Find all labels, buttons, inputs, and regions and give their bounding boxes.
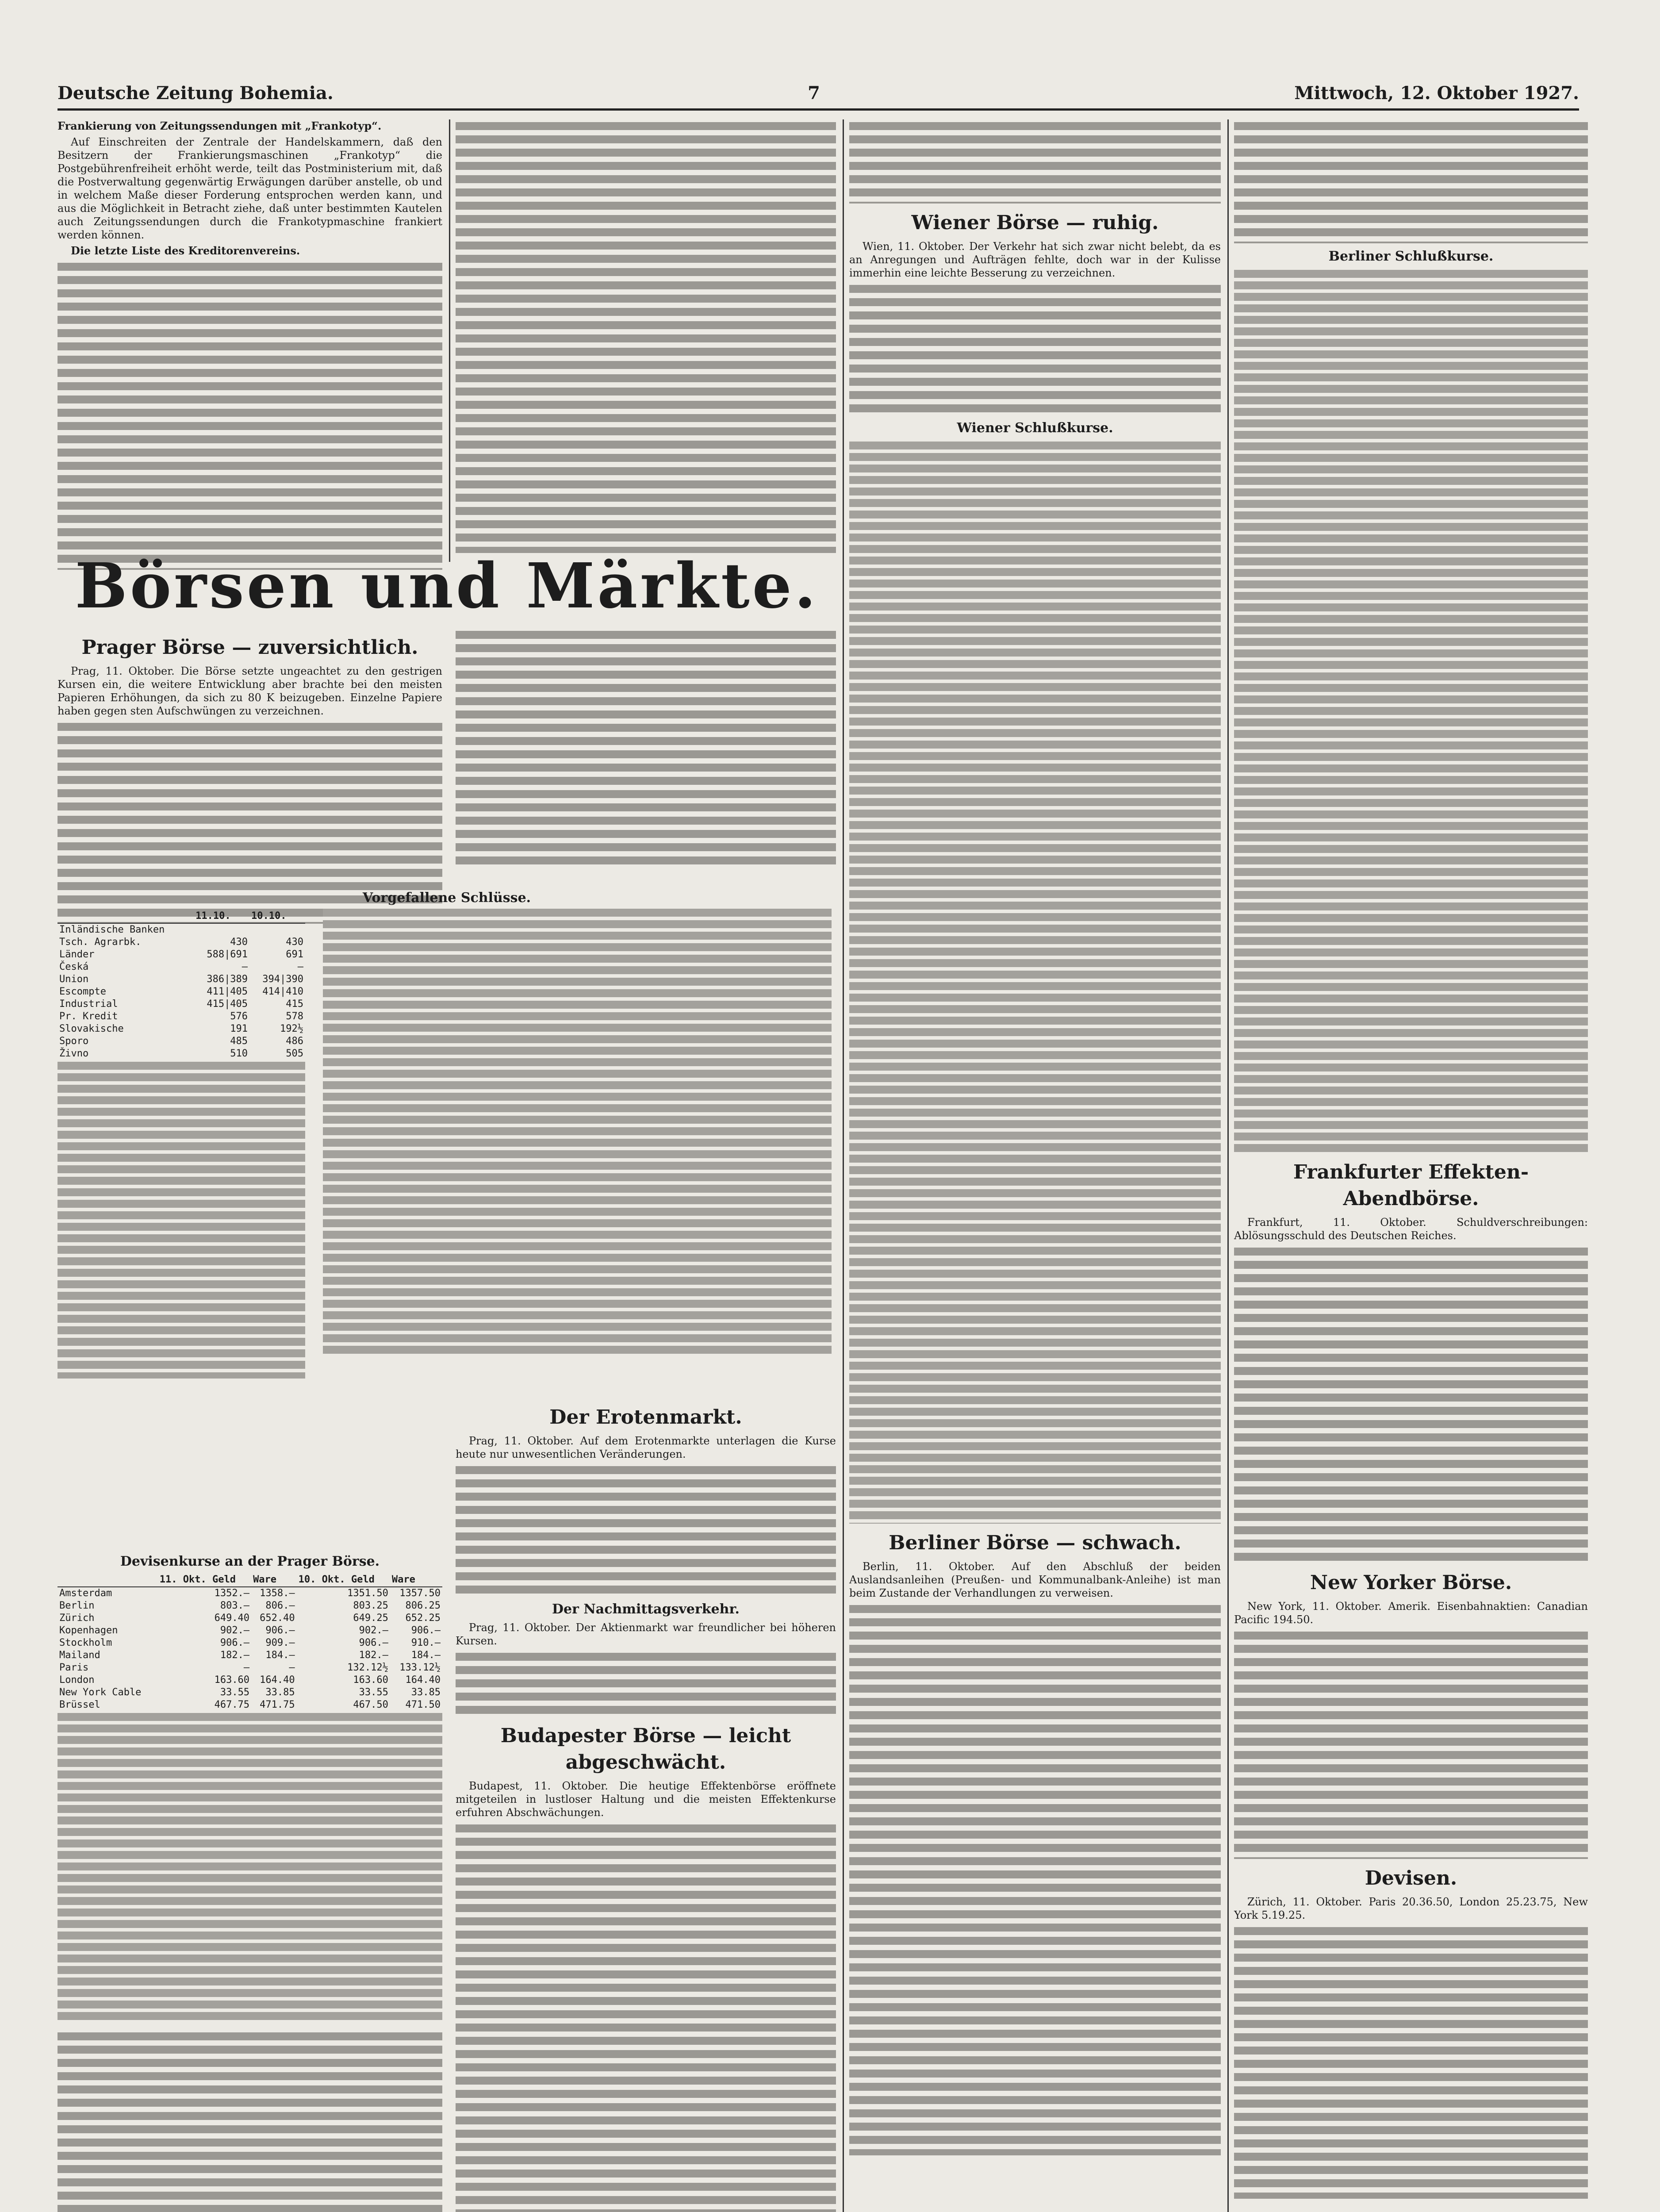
- cell-value: 909.—: [265, 1637, 295, 1648]
- table-block: [1234, 268, 1588, 1153]
- cell-value: 652.25: [405, 1613, 441, 1624]
- table-row: [58, 1023, 305, 1035]
- cell-value: 803.—: [220, 1600, 250, 1611]
- row-label: New York Cable: [59, 1687, 142, 1698]
- cell-value: 33.85: [411, 1687, 441, 1698]
- cell-value: 906.—: [359, 1637, 388, 1648]
- text-block: [1234, 1629, 1588, 1859]
- row-label: Brüssel: [59, 1699, 100, 1710]
- text-block: [1234, 1924, 1588, 2199]
- table-row: [58, 1035, 305, 1048]
- row-label: Industrial: [59, 998, 118, 1010]
- cell-value: 132.12½: [347, 1662, 388, 1673]
- list-heading: Die letzte Liste des Kreditorenvereins.: [71, 244, 300, 257]
- column-divider: [843, 119, 844, 2212]
- page-number: 7: [808, 82, 820, 104]
- column-divider: [1227, 119, 1229, 2212]
- row-label: Živno: [59, 1048, 89, 1059]
- prague-continued: [456, 628, 836, 867]
- row-label: London: [59, 1674, 95, 1686]
- cell-value: 415: [286, 998, 303, 1010]
- crop-text: Prag, 11. Oktober. Auf dem Erotenmarkte unterlagen die Kurse heute nur unwesentlichen Veränderungen.: [456, 1435, 836, 1460]
- afternoon-heading: Der Nachmittagsverkehr.: [552, 1601, 740, 1617]
- prague-section: [58, 628, 442, 924]
- cell-value: 33.55: [220, 1687, 250, 1698]
- cell-value: 1352.—: [214, 1588, 250, 1599]
- cell-value: 652.40: [260, 1613, 295, 1624]
- article-heading: Frankierung von Zeitungssendungen mit „Frankotyp“.: [58, 119, 382, 132]
- row-label: Escompte: [59, 986, 106, 997]
- col-header: 10. Okt. Geld: [297, 1573, 390, 1587]
- row-label: Inländische Banken: [59, 924, 165, 935]
- cell-value: —: [243, 1662, 250, 1673]
- table-row: [58, 1699, 442, 1711]
- cell-value: 906.—: [220, 1637, 250, 1648]
- table-row: [58, 1612, 442, 1624]
- table-header: [58, 1573, 442, 1587]
- berlin-text: Berlin, 11. Oktober. Auf den Abschluß der beiden Auslandsanleihen (Preußen- und Kommunalbank-Anleihe) ist man beim Zustande der Verhandlungen zu verweisen.: [849, 1560, 1221, 1599]
- cell-value: 430: [286, 937, 303, 948]
- row-label: Kopenhagen: [59, 1625, 118, 1636]
- cell-value: —: [297, 961, 303, 972]
- table-row: [58, 1637, 442, 1649]
- column-4: [1234, 119, 1588, 2199]
- row-label: Pr. Kredit: [59, 1011, 118, 1022]
- section-heading: Börsen und Märkte.: [75, 550, 819, 622]
- cell-value: 182.—: [220, 1650, 250, 1661]
- cell-value: 411|405: [207, 986, 248, 997]
- col-header: [58, 910, 194, 923]
- cell-value: 1351.50: [347, 1588, 388, 1599]
- devisen-text: Zürich, 11. Oktober. Paris 20.36.50, London 25.23.75, New York 5.19.25.: [1234, 1896, 1588, 1921]
- row-label: Zürich: [59, 1613, 95, 1624]
- table-row: [58, 1662, 442, 1674]
- crop-section: [456, 1398, 836, 2212]
- devisen-prague-heading: Devisenkurse an der Prager Börse.: [120, 1554, 380, 1569]
- cell-value: 910.—: [411, 1637, 441, 1648]
- cell-value: 414|410: [262, 986, 303, 997]
- cell-value: 471.75: [260, 1699, 295, 1710]
- newyork-text: New York, 11. Oktober. Amerik. Eisenbahnaktien: Canadian Pacific 194.50.: [1234, 1600, 1588, 1626]
- table-row: [58, 1649, 442, 1662]
- cell-value: 182.—: [359, 1650, 388, 1661]
- cell-value: 133.12½: [399, 1662, 441, 1673]
- afternoon-text: Prag, 11. Oktober. Der Aktienmarkt war freundlicher bei höheren Kursen.: [456, 1621, 836, 1647]
- table-row: [58, 1587, 442, 1600]
- column-divider: [449, 119, 450, 562]
- vienna-table-heading: Wiener Schlußkurse.: [957, 420, 1113, 436]
- table-row: [58, 973, 305, 986]
- text-block: [456, 119, 836, 553]
- cell-value: 430: [230, 937, 248, 948]
- cell-value: 184.—: [411, 1650, 441, 1661]
- cell-value: 691: [286, 949, 303, 960]
- cell-value: 1357.50: [399, 1588, 441, 1599]
- cell-value: 33.55: [359, 1687, 388, 1698]
- cell-value: 806.25: [405, 1600, 441, 1611]
- cell-value: 415|405: [207, 998, 248, 1010]
- cell-value: 1358.—: [260, 1588, 295, 1599]
- cell-value: 33.85: [265, 1687, 295, 1698]
- cell-value: 386|389: [207, 974, 248, 985]
- cell-value: 906.—: [265, 1625, 295, 1636]
- table-block: [849, 440, 1221, 1524]
- cell-value: 163.60: [214, 1674, 250, 1686]
- cell-value: 467.50: [353, 1699, 388, 1710]
- table-row: [58, 1600, 442, 1612]
- row-label: Sporo: [59, 1036, 89, 1047]
- text-block: [58, 260, 442, 570]
- table-block: [58, 1060, 305, 1379]
- cell-value: —: [289, 1662, 295, 1673]
- prague-heading: Prager Börse — zuversichtlich.: [81, 636, 418, 659]
- prague-text: Prag, 11. Oktober. Die Börse setzte ungeachtet zu den gestrigen Kursen ein, die weitere Entwicklung aber brachte bei den meisten Papieren Erhöhungen, da sich zu 80 K beizugeben. Einzelne Papiere haben gegen sten Aufschwüngen zu verzeichnen.: [58, 665, 442, 717]
- row-label: Mailand: [59, 1650, 100, 1661]
- row-label: Slovakische: [59, 1023, 124, 1034]
- section-heading-wrap: [58, 544, 836, 628]
- table-block: [58, 1711, 442, 2021]
- closing-heading: Vorgefallene Schlüsse.: [362, 890, 531, 906]
- text-block: [58, 2030, 442, 2212]
- text-block: [1234, 1245, 1588, 1563]
- text-block: [849, 119, 1221, 204]
- text-block: [1234, 119, 1588, 243]
- row-label: Amsterdam: [59, 1588, 112, 1599]
- col-header: 11. Okt. Geld: [158, 1573, 251, 1587]
- table-header: [58, 910, 305, 923]
- budapest-heading: Budapester Börse — leicht abgeschwächt.: [500, 1724, 791, 1774]
- frankfurt-text: Frankfurt, 11. Oktober. Schuldverschreibungen: Ablösungsschuld des Deutschen Reiches.: [1234, 1216, 1588, 1242]
- table-block: [323, 907, 832, 1354]
- table-row: [58, 1048, 305, 1060]
- row-label: Union: [59, 974, 89, 985]
- devisen-prague-section: [58, 1548, 442, 2212]
- column-2-top: [456, 119, 836, 562]
- column-3: [849, 119, 1221, 2155]
- col-header: [58, 1573, 158, 1587]
- row-label: Länder: [59, 949, 95, 960]
- text-block: [849, 282, 1221, 415]
- table-row: [58, 1686, 442, 1699]
- table-row: [58, 961, 305, 973]
- article-text: Auf Einschreiten der Zentrale der Handelskammern, daß den Besitzern der Frankierungsmaschinen „Frankotyp“ die Postgebührenfreiheit erhöht werde, teilt das Postministerium mit, daß die Postverwaltung gegenwärtig Erwägungen darüber anstelle, ob und in welchem Maße dieser Forderung entsprochen werden kann, und aus die Möglichkeit in Betracht ziehe, daß unter bestimmten Kautelen auch Zeitungssendungen durch die Frankotypmaschine frankiert werden können.: [58, 136, 442, 241]
- crop-heading: Der Erotenmarkt.: [549, 1406, 742, 1429]
- text-block: [456, 1463, 836, 1596]
- cell-value: 806.—: [265, 1600, 295, 1611]
- row-label: Berlin: [59, 1600, 95, 1611]
- page-header: [58, 77, 1579, 111]
- cell-value: 803.25: [353, 1600, 388, 1611]
- col-header: Ware: [251, 1573, 297, 1587]
- cell-value: 578: [286, 1011, 303, 1022]
- cell-value: 467.75: [214, 1699, 250, 1710]
- closing-section: [58, 885, 836, 1379]
- cell-value: 576: [230, 1011, 248, 1022]
- devisen-table: [58, 1573, 442, 1711]
- berlin-table-heading: Berliner Schlußkurse.: [1328, 249, 1494, 264]
- cell-value: 649.25: [353, 1613, 388, 1624]
- cell-value: 505: [286, 1048, 303, 1059]
- budapest-text: Budapest, 11. Oktober. Die heutige Effektenbörse eröffnete mitgeteilen in lustloser Haltung und die meisten Effektenkurse erfuhren Abschwächungen.: [456, 1780, 836, 1819]
- text-block: [456, 1822, 836, 2212]
- cell-value: 588|691: [207, 949, 248, 960]
- col-header: 10.10.: [249, 910, 305, 923]
- col-header: 11.10.: [194, 910, 249, 923]
- table-row: [58, 1010, 305, 1023]
- table-row: [58, 936, 305, 949]
- row-label: Česká: [59, 961, 89, 972]
- cell-value: 902.—: [359, 1625, 388, 1636]
- vienna-text: Wien, 11. Oktober. Der Verkehr hat sich zwar nicht belebt, da es an Anregungen und Aufträgen fehlte, doch war in der Kulisse immerhin eine leichte Besserung zu verzeichnen.: [849, 240, 1221, 279]
- cell-value: 471.50: [405, 1699, 441, 1710]
- cell-value: 191: [230, 1023, 248, 1034]
- cell-value: 485: [230, 1036, 248, 1047]
- newspaper-title: Deutsche Zeitung Bohemia.: [58, 82, 334, 104]
- row-label: Tsch. Agrarbk.: [59, 937, 142, 948]
- table-row: [58, 998, 305, 1010]
- cell-value: [249, 923, 305, 936]
- row-label: Stockholm: [59, 1637, 112, 1648]
- berlin-heading: Berliner Börse — schwach.: [889, 1532, 1181, 1554]
- issue-date: Mittwoch, 12. Oktober 1927.: [1294, 82, 1579, 104]
- text-block: [456, 628, 836, 867]
- cell-value: 649.40: [214, 1613, 250, 1624]
- text-block: [456, 1650, 836, 1717]
- table-row: [58, 923, 305, 936]
- newyork-heading: New Yorker Börse.: [1310, 1571, 1512, 1594]
- vienna-heading: Wiener Börse — ruhig.: [911, 211, 1159, 234]
- table-row: [58, 986, 305, 998]
- table-row: [58, 949, 305, 961]
- cell-value: 486: [286, 1036, 303, 1047]
- row-label: Paris: [59, 1662, 89, 1673]
- col-header: Ware: [390, 1573, 442, 1587]
- cell-value: 164.40: [405, 1674, 441, 1686]
- cell-value: —: [242, 961, 248, 972]
- cell-value: 163.60: [353, 1674, 388, 1686]
- cell-value: [194, 923, 249, 936]
- cell-value: 184.—: [265, 1650, 295, 1661]
- text-block: [849, 1602, 1221, 2155]
- table-row: [58, 1624, 442, 1637]
- table-row: [58, 1674, 442, 1686]
- cell-value: 902.—: [220, 1625, 250, 1636]
- devisen-heading: Devisen.: [1365, 1867, 1457, 1889]
- cell-value: 510: [230, 1048, 248, 1059]
- closing-table: [58, 910, 305, 1060]
- cell-value: 192½: [280, 1023, 303, 1034]
- cell-value: 394|390: [262, 974, 303, 985]
- cell-value: 906.—: [411, 1625, 441, 1636]
- frankfurt-heading: Frankfurter Effekten-Abendbörse.: [1293, 1161, 1529, 1210]
- cell-value: 164.40: [260, 1674, 295, 1686]
